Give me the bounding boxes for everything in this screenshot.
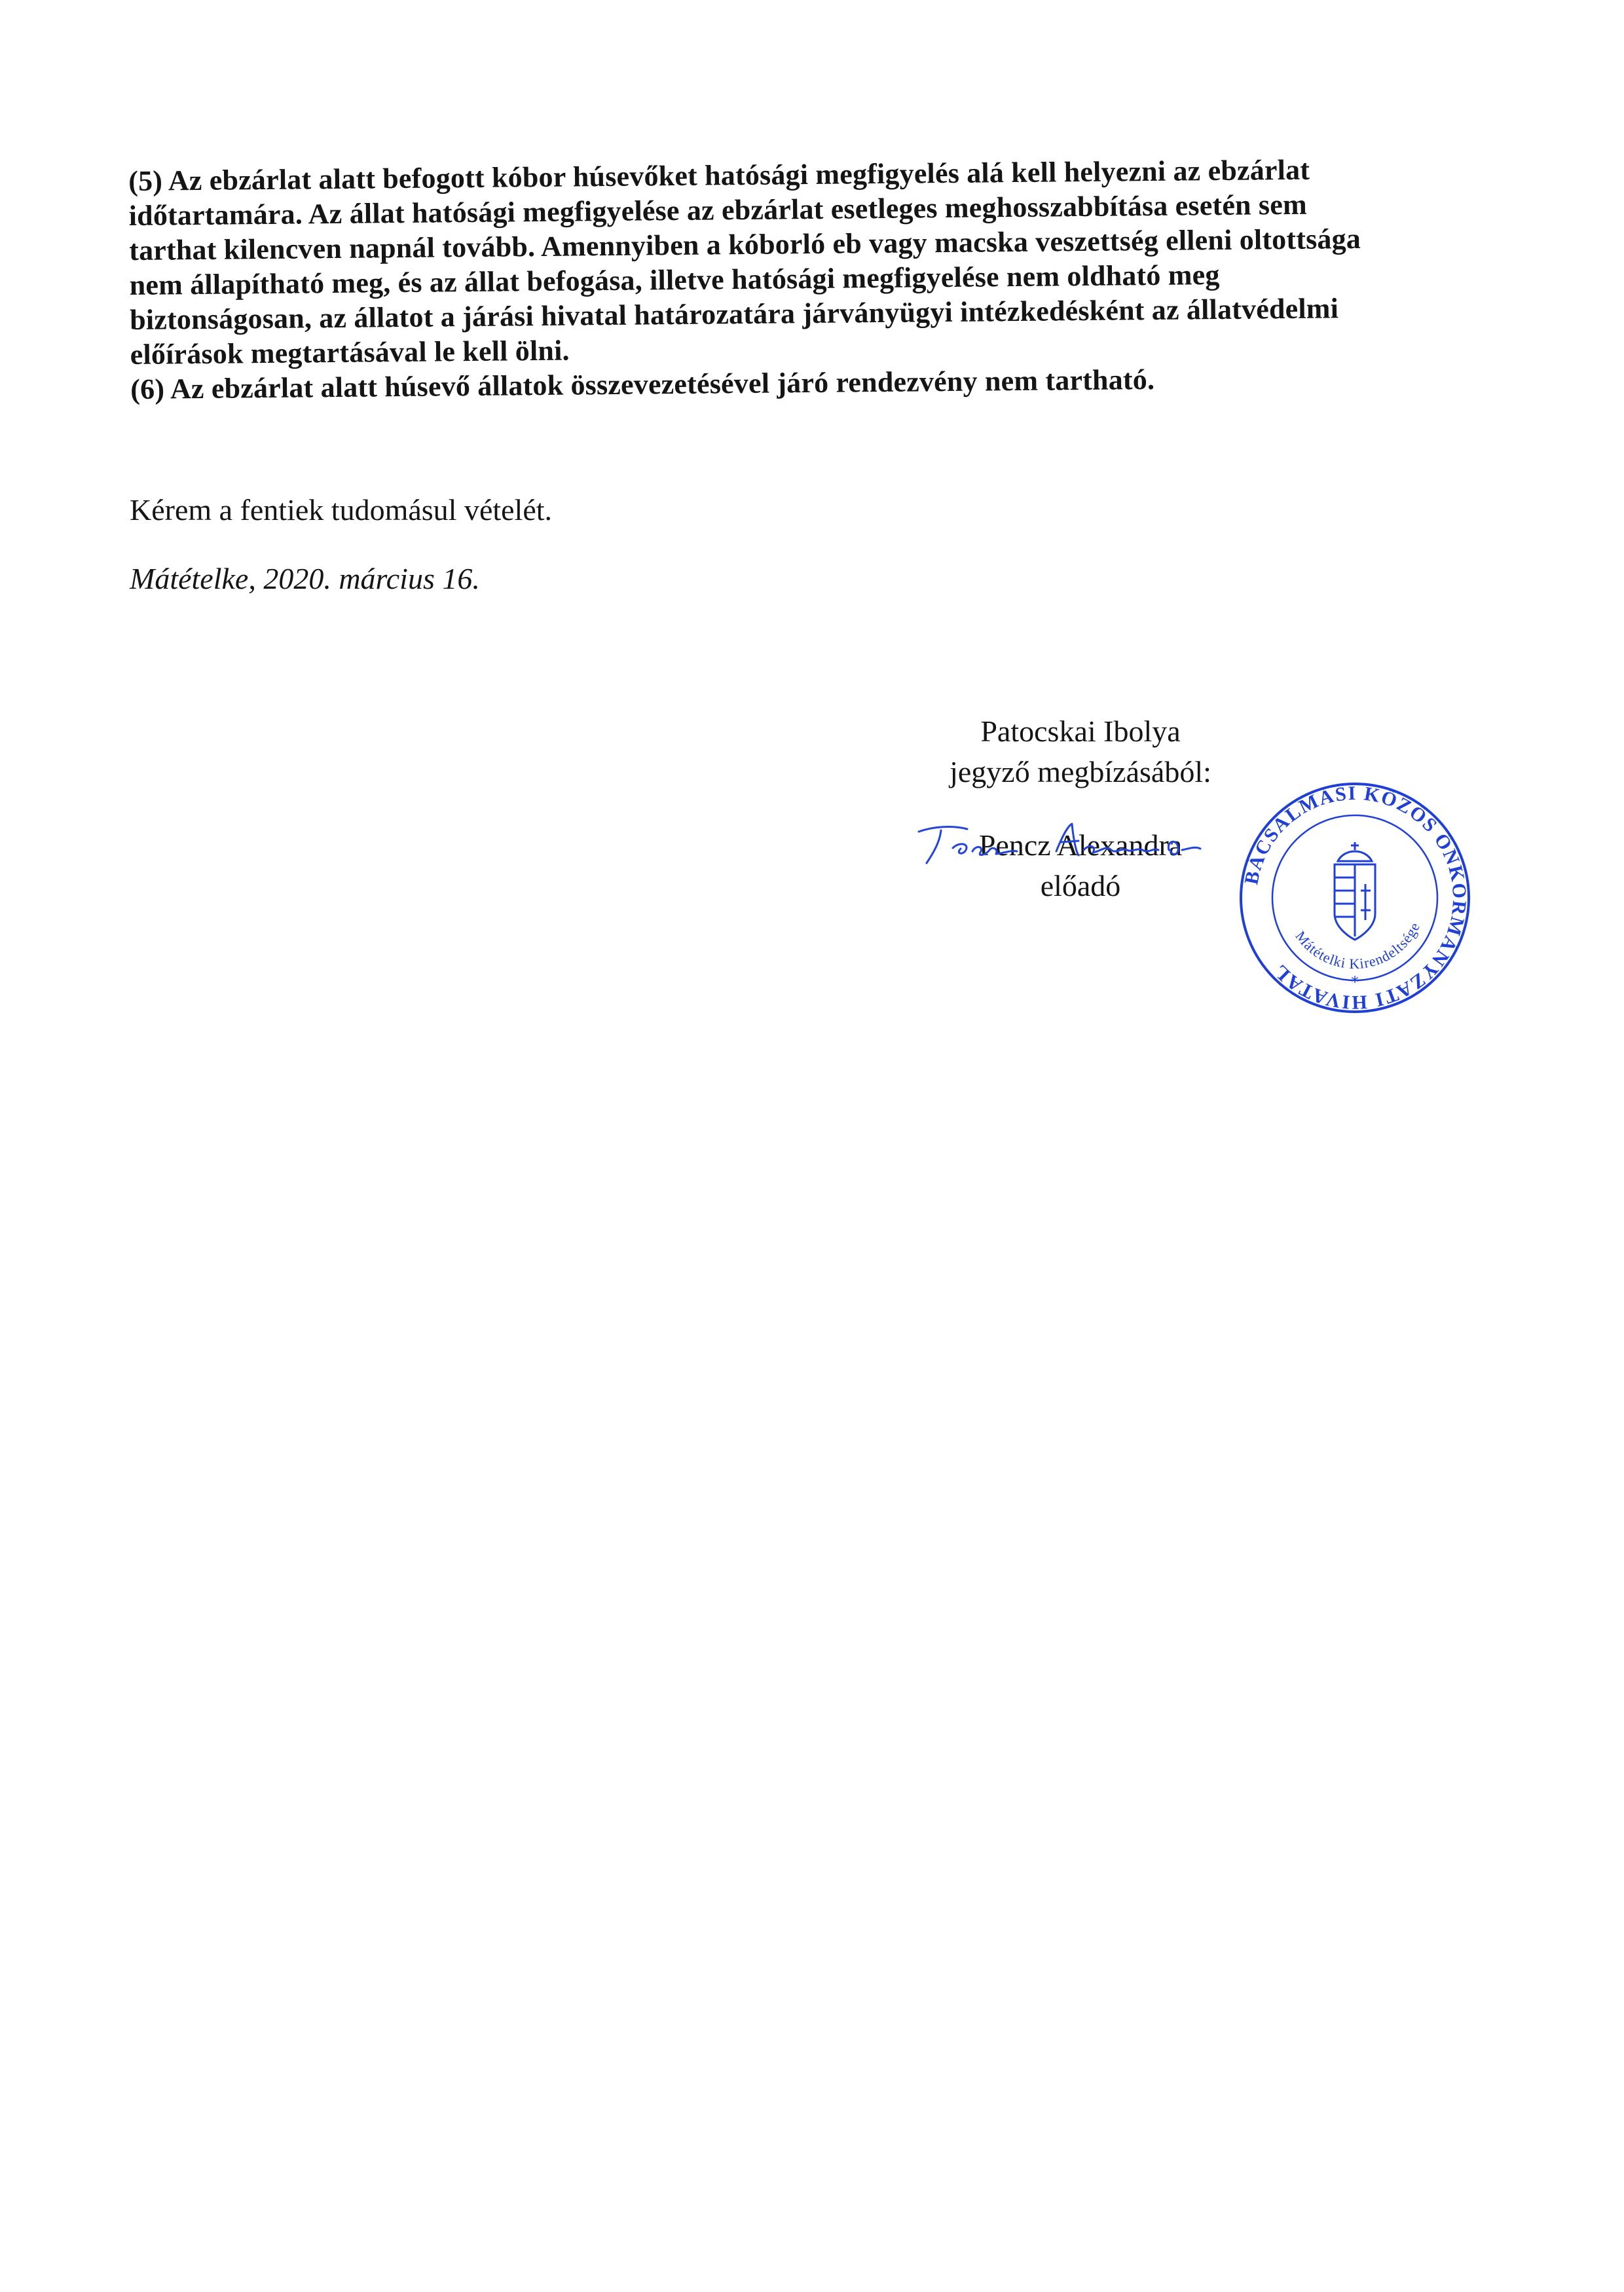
paragraph-line: biztonságosan, az állatot a járási hivatal határozatára járványügyi intézkedésként az állatvédelmi xyxy=(130,292,1339,336)
signer-name: Pencz Alexandra xyxy=(978,828,1183,862)
signer-title: előadó xyxy=(1040,869,1121,902)
request-text: Kérem a fentiek tudomásul vételét. xyxy=(130,493,553,527)
paragraph-line: (6) Az ebzárlat alatt húsevő állatok összevezetésével járó rendezvény nem tartható. xyxy=(130,363,1155,405)
stamp-inner-text: Mátételki Kirendeltsége xyxy=(1292,919,1424,972)
place-date: Mátételke, 2020. március 16. xyxy=(130,562,480,595)
paragraph-line: nem állapítható meg, és az állat befogása, illetve hatósági megfigyelése nem oldható meg xyxy=(129,259,1220,301)
paragraph-line: tarthat kilencven napnál tovább. Amennyiben a kóborló eb vagy macska veszettség elleni oltottsága xyxy=(128,222,1361,267)
paragraph-line: (5) Az ebzárlat alatt befogott kóbor húsevőket hatósági megfigyelés alá kell helyezni az ebzárlat xyxy=(128,153,1310,197)
notary-name: Patocskai Ibolya xyxy=(980,714,1181,748)
official-stamp xyxy=(1236,779,1473,1016)
stamp-outer-text: BÁCSALMÁSI KÖZÖS ÖNKORMÁNYZATI HIVATAL xyxy=(1240,782,1471,1014)
paragraph-line: időtartamára. Az állat hatósági megfigyelése az ebzárlat esetleges meghosszabbítása esetén sem xyxy=(128,188,1308,232)
svg-text:*: * xyxy=(1351,973,1359,991)
coat-of-arms-icon xyxy=(1335,842,1375,940)
paragraph-line: előírások megtartásával le kell ölni. xyxy=(130,334,570,371)
handwritten-signature xyxy=(907,812,1247,884)
regulation-paragraphs xyxy=(128,155,1447,410)
notary-role: jegyző megbízásából: xyxy=(950,755,1211,788)
